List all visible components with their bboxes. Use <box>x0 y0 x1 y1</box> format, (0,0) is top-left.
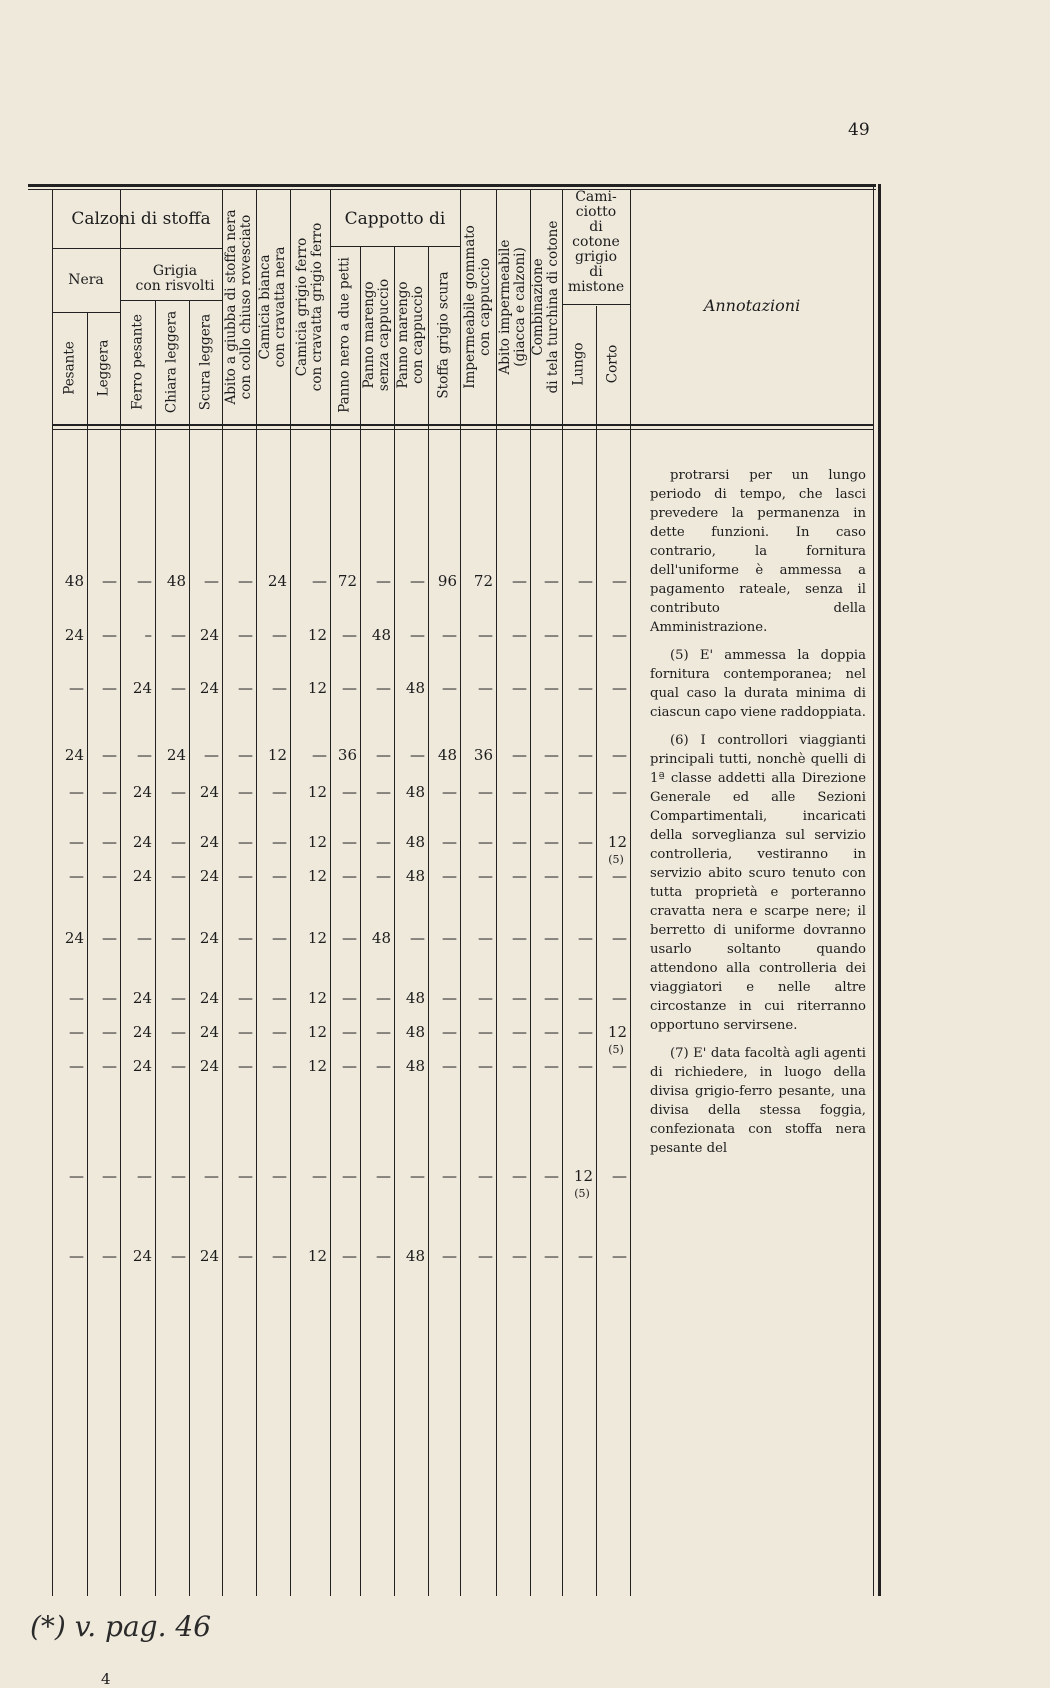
table-cell: — <box>578 572 593 590</box>
table-cell: — <box>544 679 559 697</box>
table-cell: — <box>512 626 527 644</box>
column-divider <box>428 246 429 1596</box>
grigia-heading: Grigia con risvolti <box>135 263 215 294</box>
table-cell: — <box>69 1057 84 1075</box>
table-cell: — <box>544 572 559 590</box>
table-cell: — <box>512 1167 527 1185</box>
table-cell: — <box>102 679 117 697</box>
table-cell: — <box>612 679 627 697</box>
table-cell: 24 <box>199 1023 219 1041</box>
table-cell: 48 <box>405 867 425 885</box>
table-cell: 24 <box>132 1023 152 1041</box>
table-cell: 24 <box>199 867 219 885</box>
column-heading: Camicia grigio ferro con cravatta grigio ferro <box>294 222 325 392</box>
table-cell: — <box>102 989 117 1007</box>
table-cell: — <box>512 1057 527 1075</box>
table-cell: — <box>137 572 152 590</box>
table-cell: — <box>102 746 117 764</box>
table-cell: — <box>376 1167 391 1185</box>
table-cell: — <box>442 1057 457 1075</box>
table-cell: — <box>342 1023 357 1041</box>
nera-heading: Nera <box>68 272 104 288</box>
table-cell: 12 <box>307 783 327 801</box>
table-cell: — <box>204 572 219 590</box>
table-cell: — <box>102 1247 117 1265</box>
table-cell: — <box>578 1247 593 1265</box>
table-cell: — <box>69 989 84 1007</box>
table-cell: — <box>612 1057 627 1075</box>
table-cell: — <box>478 989 493 1007</box>
table-cell: — <box>102 867 117 885</box>
table-cell: — <box>512 1023 527 1041</box>
table-cell: 48 <box>371 929 391 947</box>
cell-footnote: (5) <box>574 1187 590 1200</box>
table-cell: — <box>238 679 253 697</box>
table-cell: — <box>342 929 357 947</box>
table-cell: — <box>544 783 559 801</box>
table-cell: — <box>612 572 627 590</box>
table-cell: — <box>612 1167 627 1185</box>
table-cell: — <box>204 1167 219 1185</box>
table-cell: — <box>578 679 593 697</box>
table-cell: — <box>512 867 527 885</box>
table-cell: — <box>376 679 391 697</box>
table-cell: 12 <box>267 746 287 764</box>
table-cell: — <box>171 989 186 1007</box>
column-divider <box>630 190 631 1596</box>
table-cell: — <box>69 833 84 851</box>
table-cell: — <box>342 626 357 644</box>
table-cell: — <box>512 1247 527 1265</box>
table-cell: — <box>272 1057 287 1075</box>
table-cell: — <box>376 1023 391 1041</box>
column-divider <box>530 190 531 1596</box>
column-heading: Chiara leggera <box>163 310 180 414</box>
table-cell: — <box>410 1167 425 1185</box>
table-cell: 12 <box>307 1023 327 1041</box>
table-cell: – <box>144 626 152 644</box>
column-divider <box>562 190 563 1596</box>
table-cell: 24 <box>166 746 186 764</box>
table-cell: — <box>272 626 287 644</box>
column-divider <box>87 312 88 1596</box>
cell-footnote: (5) <box>608 1043 624 1056</box>
table-cell: — <box>578 1023 593 1041</box>
table-cell: — <box>612 1247 627 1265</box>
table-cell: — <box>272 1247 287 1265</box>
table-cell: — <box>442 989 457 1007</box>
table-cell: 12 <box>607 1023 627 1041</box>
table-cell: — <box>612 626 627 644</box>
group-underline <box>562 304 630 305</box>
table-cell: — <box>171 783 186 801</box>
table-right-rule <box>878 184 881 1596</box>
table-cell: 24 <box>199 989 219 1007</box>
table-cell: 12 <box>307 1247 327 1265</box>
table-cell: 24 <box>132 1247 152 1265</box>
table-cell: — <box>478 626 493 644</box>
annotation-paragraph: (6) I controllori viaggianti principali tutti, nonchè quelli di 1ª classe addetti alla Direzione Generale ed alle Sezioni Compartimentali, incaricati della sorveglianza sul servizio controlleria, vestiranno in servizio abito scuro tenuto con tutta proprietà e porteranno cravatta nera e scarpe nere; il berretto di uniforme dovranno usarlo soltanto quando attendono alla controlleria dei viaggiatori e nelle altre circostanze in cui riterranno opportuno servirsene. <box>650 733 866 1033</box>
table-cell: — <box>102 833 117 851</box>
column-heading: Panno marengo senza cappuccio <box>361 278 392 392</box>
table-cell: — <box>578 989 593 1007</box>
table-cell: 24 <box>199 929 219 947</box>
table-cell: — <box>376 867 391 885</box>
table-cell: — <box>272 989 287 1007</box>
table-cell: — <box>312 572 327 590</box>
table-cell: 96 <box>437 572 457 590</box>
cell-footnote: (5) <box>608 853 624 866</box>
group-underline <box>52 248 222 249</box>
table-cell: 48 <box>405 1023 425 1041</box>
table-cell: — <box>544 867 559 885</box>
table-cell: 48 <box>405 1057 425 1075</box>
table-cell: — <box>544 1167 559 1185</box>
table-cell: — <box>137 929 152 947</box>
table-cell: — <box>544 989 559 1007</box>
column-heading: Combinazione di tela turchina di cotone <box>530 220 561 394</box>
table-cell: 48 <box>166 572 186 590</box>
table-cell: — <box>312 1167 327 1185</box>
table-cell: — <box>376 989 391 1007</box>
table-cell: 24 <box>132 783 152 801</box>
column-heading: Scura leggera <box>197 313 213 411</box>
table-cell: — <box>478 679 493 697</box>
table-cell: — <box>442 929 457 947</box>
table-cell: — <box>272 1023 287 1041</box>
table-cell: — <box>171 867 186 885</box>
column-heading: Panno marengo con cappuccio <box>395 281 426 389</box>
column-heading: Pesante <box>61 341 77 395</box>
table-cell: — <box>171 679 186 697</box>
column-heading: Abito a giubba di stoffa nera con collo chiuso rovesciato <box>223 209 254 405</box>
table-cell: — <box>578 929 593 947</box>
table-cell: — <box>102 1057 117 1075</box>
table-cell: — <box>238 1167 253 1185</box>
table-cell: — <box>612 746 627 764</box>
table-cell: — <box>312 746 327 764</box>
column-heading: Camicia bianca con cravatta nera <box>257 246 288 368</box>
table-cell: — <box>102 572 117 590</box>
table-cell: — <box>137 1167 152 1185</box>
column-heading: Impermeabile gommato con cappuccio <box>462 225 493 389</box>
table-cell: — <box>544 833 559 851</box>
table-cell: — <box>512 833 527 851</box>
table-top-rule-thin <box>28 189 876 190</box>
header-separator-thin <box>52 429 874 430</box>
table-cell: — <box>238 833 253 851</box>
table-cell: — <box>478 783 493 801</box>
annotations-text <box>650 466 866 1167</box>
table-cell: — <box>69 1247 84 1265</box>
table-cell: — <box>102 929 117 947</box>
table-cell: — <box>612 929 627 947</box>
table-cell: — <box>544 746 559 764</box>
table-cell: — <box>376 1247 391 1265</box>
table-cell: 72 <box>337 572 357 590</box>
table-cell: — <box>410 626 425 644</box>
table-cell: 36 <box>473 746 493 764</box>
table-cell: — <box>544 626 559 644</box>
table-cell: — <box>238 1023 253 1041</box>
column-divider <box>120 190 121 1596</box>
table-cell: — <box>478 1167 493 1185</box>
table-cell: 12 <box>307 626 327 644</box>
cappotto-group-heading: Cappotto di <box>344 209 446 229</box>
table-cell: 48 <box>64 572 84 590</box>
table-cell: — <box>410 572 425 590</box>
table-cell: — <box>171 833 186 851</box>
table-cell: — <box>578 746 593 764</box>
table-cell: — <box>442 1023 457 1041</box>
table-cell: 12 <box>307 679 327 697</box>
table-cell: — <box>69 1023 84 1041</box>
table-cell: — <box>442 1167 457 1185</box>
column-divider <box>256 190 257 1596</box>
table-cell: 24 <box>199 833 219 851</box>
column-divider <box>290 190 291 1596</box>
table-cell: — <box>442 1247 457 1265</box>
table-cell: — <box>612 989 627 1007</box>
table-cell: 12 <box>307 833 327 851</box>
group-underline <box>330 246 460 247</box>
table-cell: — <box>578 626 593 644</box>
table-cell: — <box>272 867 287 885</box>
table-cell: — <box>204 746 219 764</box>
table-cell: 24 <box>199 783 219 801</box>
table-cell: — <box>544 1247 559 1265</box>
table-cell: 72 <box>473 572 493 590</box>
table-cell: — <box>171 929 186 947</box>
table-cell: — <box>376 1057 391 1075</box>
column-divider <box>330 190 331 1596</box>
table-cell: 48 <box>405 1247 425 1265</box>
table-cell: — <box>342 1057 357 1075</box>
table-cell: — <box>238 572 253 590</box>
table-cell: — <box>512 783 527 801</box>
table-cell: — <box>376 572 391 590</box>
column-divider <box>360 246 361 1596</box>
table-cell: — <box>102 783 117 801</box>
table-cell: — <box>342 679 357 697</box>
table-cell: — <box>578 783 593 801</box>
table-cell: 24 <box>64 626 84 644</box>
camiciotto-group-heading: Cami- ciotto di cotone grigio di mistone <box>567 189 625 295</box>
table-cell: — <box>238 783 253 801</box>
table-cell: — <box>578 833 593 851</box>
table-cell: — <box>238 867 253 885</box>
handwritten-note: (*) v. pag. 46 <box>30 1610 212 1643</box>
group-underline <box>120 300 222 301</box>
table-cell: — <box>171 1247 186 1265</box>
table-cell: — <box>69 867 84 885</box>
table-cell: 24 <box>199 679 219 697</box>
table-cell: — <box>342 833 357 851</box>
calzoni-group-heading: Calzoni di stoffa <box>71 209 211 229</box>
table-cell: 12 <box>573 1167 593 1185</box>
table-cell: 24 <box>132 679 152 697</box>
column-heading: Lungo <box>570 342 587 386</box>
table-cell: 48 <box>405 783 425 801</box>
table-cell: 24 <box>199 626 219 644</box>
table-cell: — <box>442 679 457 697</box>
table-cell: — <box>442 867 457 885</box>
table-cell: 24 <box>199 1057 219 1075</box>
annotazioni-heading: Annotazioni <box>703 296 801 315</box>
table-cell: — <box>512 572 527 590</box>
table-cell: 12 <box>307 867 327 885</box>
annotation-paragraph: protrarsi per un lungo periodo di tempo, che lasci prevedere la permanenza in dette funzioni. In caso contrario, la fornitura dell'uniforme è ammessa a pagamento rateale, senza il contributo della Amministrazione. <box>650 468 866 635</box>
column-heading: Panno nero a due petti <box>336 257 353 413</box>
table-cell: 36 <box>337 746 357 764</box>
table-cell: — <box>478 833 493 851</box>
column-heading: Abito impermeabile (giacca e calzoni) <box>497 239 528 375</box>
table-cell: 24 <box>64 746 84 764</box>
table-cell: 48 <box>405 833 425 851</box>
table-cell: — <box>544 929 559 947</box>
column-divider <box>394 246 395 1596</box>
table-cell: — <box>612 867 627 885</box>
group-underline <box>52 312 120 313</box>
column-heading: Ferro pesante <box>129 314 145 410</box>
table-cell: — <box>342 867 357 885</box>
table-cell: — <box>171 626 186 644</box>
table-cell: 24 <box>132 833 152 851</box>
table-cell: — <box>544 1057 559 1075</box>
header-separator <box>52 424 874 426</box>
table-cell: — <box>612 783 627 801</box>
footer-mark: 4 <box>101 1670 111 1688</box>
table-cell: 24 <box>199 1247 219 1265</box>
table-cell: — <box>544 1023 559 1041</box>
table-cell: 12 <box>307 989 327 1007</box>
table-cell: — <box>512 746 527 764</box>
column-heading: Corto <box>604 344 621 384</box>
table-cell: 48 <box>371 626 391 644</box>
table-cell: 48 <box>437 746 457 764</box>
table-cell: — <box>238 746 253 764</box>
table-cell: — <box>238 1247 253 1265</box>
table-cell: — <box>171 1167 186 1185</box>
table-cell: — <box>478 1247 493 1265</box>
table-cell: — <box>442 783 457 801</box>
table-cell: — <box>102 1167 117 1185</box>
table-cell: — <box>238 989 253 1007</box>
table-cell: — <box>442 833 457 851</box>
table-cell: 24 <box>132 989 152 1007</box>
table-cell: — <box>376 783 391 801</box>
column-divider <box>189 300 190 1596</box>
table-cell: — <box>442 626 457 644</box>
annotation-paragraph: (5) E' ammessa la doppia fornitura contemporanea; nel qual caso la durata minima di ciascun capo viene raddoppiata. <box>650 648 866 720</box>
table-cell: — <box>410 746 425 764</box>
table-cell: — <box>376 833 391 851</box>
table-cell: — <box>512 679 527 697</box>
table-cell: 12 <box>307 1057 327 1075</box>
column-divider <box>52 190 53 1596</box>
table-cell: — <box>171 1057 186 1075</box>
table-cell: — <box>410 929 425 947</box>
table-cell: 24 <box>132 1057 152 1075</box>
table-cell: — <box>578 1057 593 1075</box>
table-cell: — <box>238 929 253 947</box>
table-cell: — <box>478 867 493 885</box>
table-cell: 24 <box>132 867 152 885</box>
table-cell: 24 <box>64 929 84 947</box>
table-cell: — <box>342 1167 357 1185</box>
table-cell: — <box>69 1167 84 1185</box>
page-number: 49 <box>848 120 870 140</box>
table-cell: — <box>102 626 117 644</box>
column-divider <box>460 190 461 1596</box>
table-cell: — <box>478 1023 493 1041</box>
table-cell: 12 <box>307 929 327 947</box>
table-cell: — <box>69 679 84 697</box>
table-cell: — <box>69 783 84 801</box>
table-cell: — <box>272 679 287 697</box>
table-cell: — <box>272 783 287 801</box>
table-cell: — <box>342 783 357 801</box>
table-cell: — <box>578 867 593 885</box>
table-cell: — <box>342 1247 357 1265</box>
column-divider <box>155 300 156 1596</box>
table-cell: 48 <box>405 989 425 1007</box>
table-cell: — <box>478 929 493 947</box>
table-cell: — <box>512 929 527 947</box>
column-divider <box>596 306 597 1596</box>
table-cell: — <box>102 1023 117 1041</box>
table-cell: — <box>478 1057 493 1075</box>
table-cell: — <box>171 1023 186 1041</box>
annotation-paragraph: (7) E' data facoltà agli agenti di richiedere, in luogo della divisa grigio-ferro pesante, una divisa della stessa foggia, confezionata con stoffa nera pesante del <box>650 1046 866 1156</box>
table-cell: — <box>376 746 391 764</box>
table-right-rule-thin <box>873 184 874 1596</box>
table-top-rule <box>28 184 876 187</box>
table-cell: — <box>137 746 152 764</box>
table-cell: 48 <box>405 679 425 697</box>
table-cell: 12 <box>607 833 627 851</box>
table-cell: — <box>272 1167 287 1185</box>
table-cell: — <box>512 989 527 1007</box>
column-heading: Leggera <box>95 339 111 397</box>
column-heading: Stoffa grigio scura <box>435 271 452 399</box>
table-cell: — <box>272 833 287 851</box>
table-cell: — <box>272 929 287 947</box>
table-cell: — <box>342 989 357 1007</box>
table-cell: 24 <box>267 572 287 590</box>
table-cell: — <box>238 626 253 644</box>
table-cell: — <box>238 1057 253 1075</box>
column-divider <box>496 190 497 1596</box>
